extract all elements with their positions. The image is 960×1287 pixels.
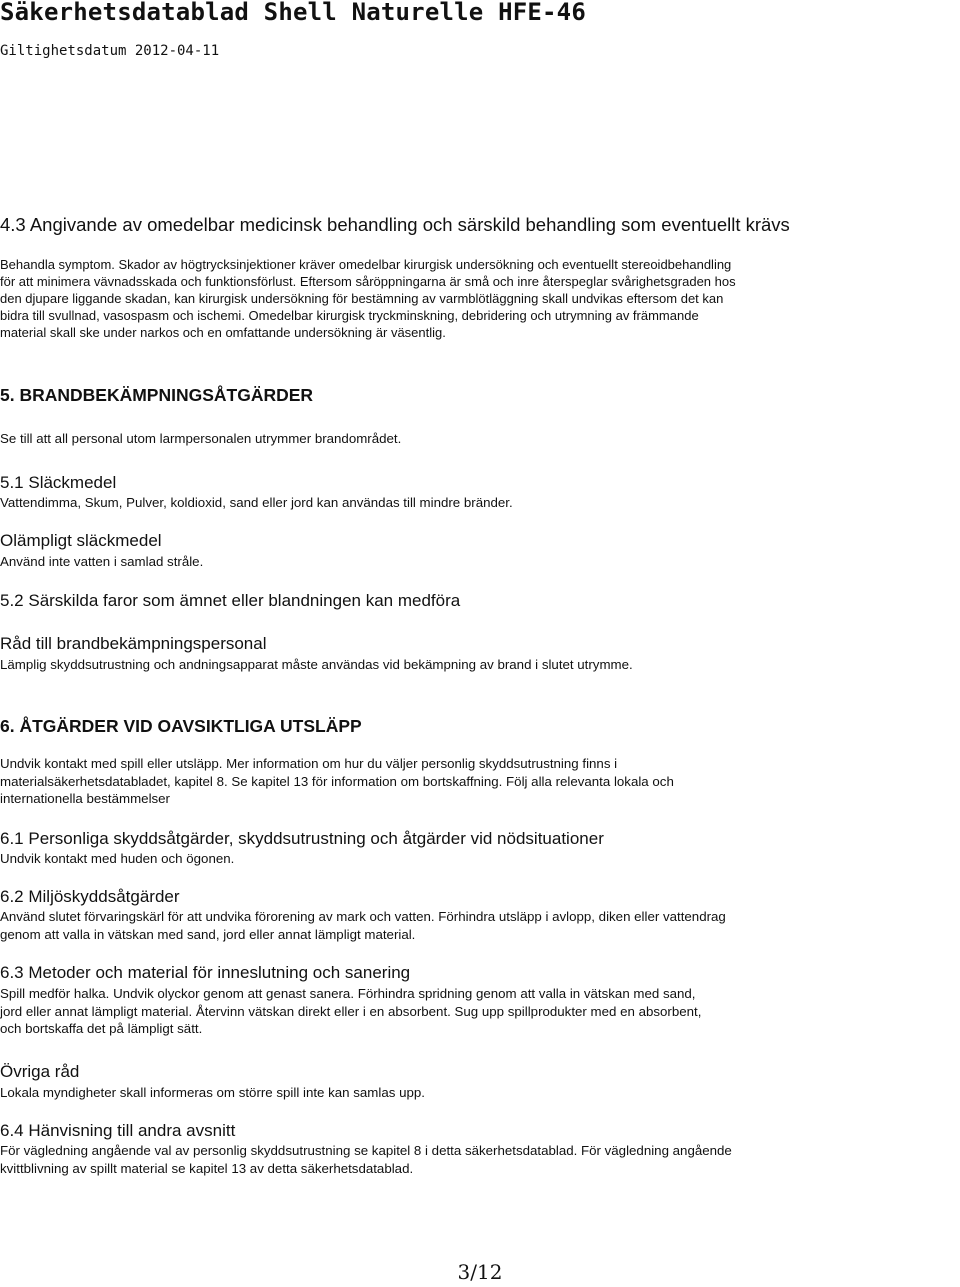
other-advice-text: Lokala myndigheter skall informeras om större spill inte kan samlas upp. bbox=[0, 1085, 425, 1100]
section-5-1-text: Vattendimma, Skum, Pulver, koldioxid, sand eller jord kan användas till mindre bränder. bbox=[0, 495, 513, 510]
section-4-3-heading: 4.3 Angivande av omedelbar medicinsk behandling och särskild behandling som eventuellt krävs bbox=[0, 214, 790, 235]
text-line: materialsäkerhetsdatabladet, kapitel 8. Se kapitel 13 för information om bortskaffning. Följ alla relevanta lokala och bbox=[0, 773, 674, 789]
document-title: Säkerhetsdatablad Shell Naturelle HFE-46 bbox=[0, 0, 586, 26]
other-advice-heading: Övriga råd bbox=[0, 1062, 80, 1081]
text-line: Behandla symptom. Skador av högtrycksinjektioner kräver omedelbar kirurgisk undersökning och eventuellt stereoidbehandling bbox=[0, 257, 732, 272]
section-6-4-body bbox=[0, 1142, 960, 1177]
section-6-3-heading: 6.3 Metoder och material för inneslutning och sanering bbox=[0, 963, 411, 982]
text-line: den djupare liggande skadan, kan kirurgisk undersökning för bestämning av varmblötläggning skall undvikas eftersom det kan bbox=[0, 291, 724, 306]
section-6-2-body bbox=[0, 908, 960, 943]
text-line: Undvik kontakt med spill eller utsläpp. Mer information om hur du väljer personlig skyddsutrustning finns i bbox=[0, 756, 618, 771]
text-line: Använd slutet förvaringskärl för att undvika förorening av mark och vatten. Förhindra utsläpp i avlopp, diken eller vattendrag bbox=[0, 909, 726, 924]
unsuitable-media-text: Använd inte vatten i samlad stråle. bbox=[0, 554, 204, 569]
section-6-4-heading: 6.4 Hänvisning till andra avsnitt bbox=[0, 1121, 236, 1140]
text-line: och bortskaffa det på lämpligt sätt. bbox=[0, 1021, 203, 1036]
text-line: För vägledning angående val av personlig skyddsutrustning se kapitel 8 i detta säkerhetsdatablad. För vägledning angående bbox=[0, 1143, 732, 1158]
section-5-1-heading: 5.1 Släckmedel bbox=[0, 473, 117, 492]
section-5-intro: Se till att all personal utom larmpersonalen utrymmer brandområdet. bbox=[0, 431, 402, 446]
firefighter-advice-text: Lämplig skyddsutrustning och andningsapparat måste användas vid bekämpning av brand i slutet utrymme. bbox=[0, 657, 633, 672]
validity-date: Giltighetsdatum 2012-04-11 bbox=[0, 43, 220, 59]
unsuitable-media-heading: Olämpligt släckmedel bbox=[0, 531, 162, 550]
section-6-heading: 6. ÅTGÄRDER VID OAVSIKTLIGA UTSLÄPP bbox=[0, 716, 362, 736]
section-6-2-heading: 6.2 Miljöskyddsåtgärder bbox=[0, 887, 180, 906]
firefighter-advice-heading: Råd till brandbekämpningspersonal bbox=[0, 634, 267, 653]
text-line: jord eller annat lämpligt material. Återvinn vätskan direkt eller i en absorbent. Sug upp spillprodukter med en absorbent, bbox=[0, 1003, 702, 1019]
section-4-3-body bbox=[0, 256, 960, 341]
text-line: internationella bestämmelser bbox=[0, 791, 170, 806]
text-line: genom att valla in vätskan med sand, jord eller annat lämpligt material. bbox=[0, 926, 416, 942]
text-line: material skall ske under narkos och en omfattande undersökning är väsentlig. bbox=[0, 325, 446, 340]
text-line: Spill medför halka. Undvik olyckor genom att genast sanera. Förhindra spridning genom att valla in vätskan med sand, bbox=[0, 986, 696, 1001]
section-6-1-text: Undvik kontakt med huden och ögonen. bbox=[0, 851, 235, 866]
text-line: för att minimera vävnadsskada och funktionsförlust. Eftersom såröppningarna är små och inre återspeglar svårighetsgraden hos bbox=[0, 274, 736, 289]
section-6-intro bbox=[0, 755, 960, 808]
text-line: bidra till svullnad, vasospasm och ischemi. Omedelbar kirurgisk tryckminskning, debridering och utrymning av främmande bbox=[0, 308, 699, 323]
section-5-heading: 5. BRANDBEKÄMPNINGSÅTGÄRDER bbox=[0, 385, 314, 405]
section-6-3-body bbox=[0, 985, 960, 1038]
page-number: 3/12 bbox=[457, 1260, 503, 1284]
text-line: kvittblivning av spillt material se kapitel 13 av detta säkerhetsdatablad. bbox=[0, 1160, 414, 1176]
section-5-2-heading: 5.2 Särskilda faror som ämnet eller blandningen kan medföra bbox=[0, 591, 461, 610]
section-6-1-heading: 6.1 Personliga skyddsåtgärder, skyddsutrustning och åtgärder vid nödsituationer bbox=[0, 829, 604, 848]
